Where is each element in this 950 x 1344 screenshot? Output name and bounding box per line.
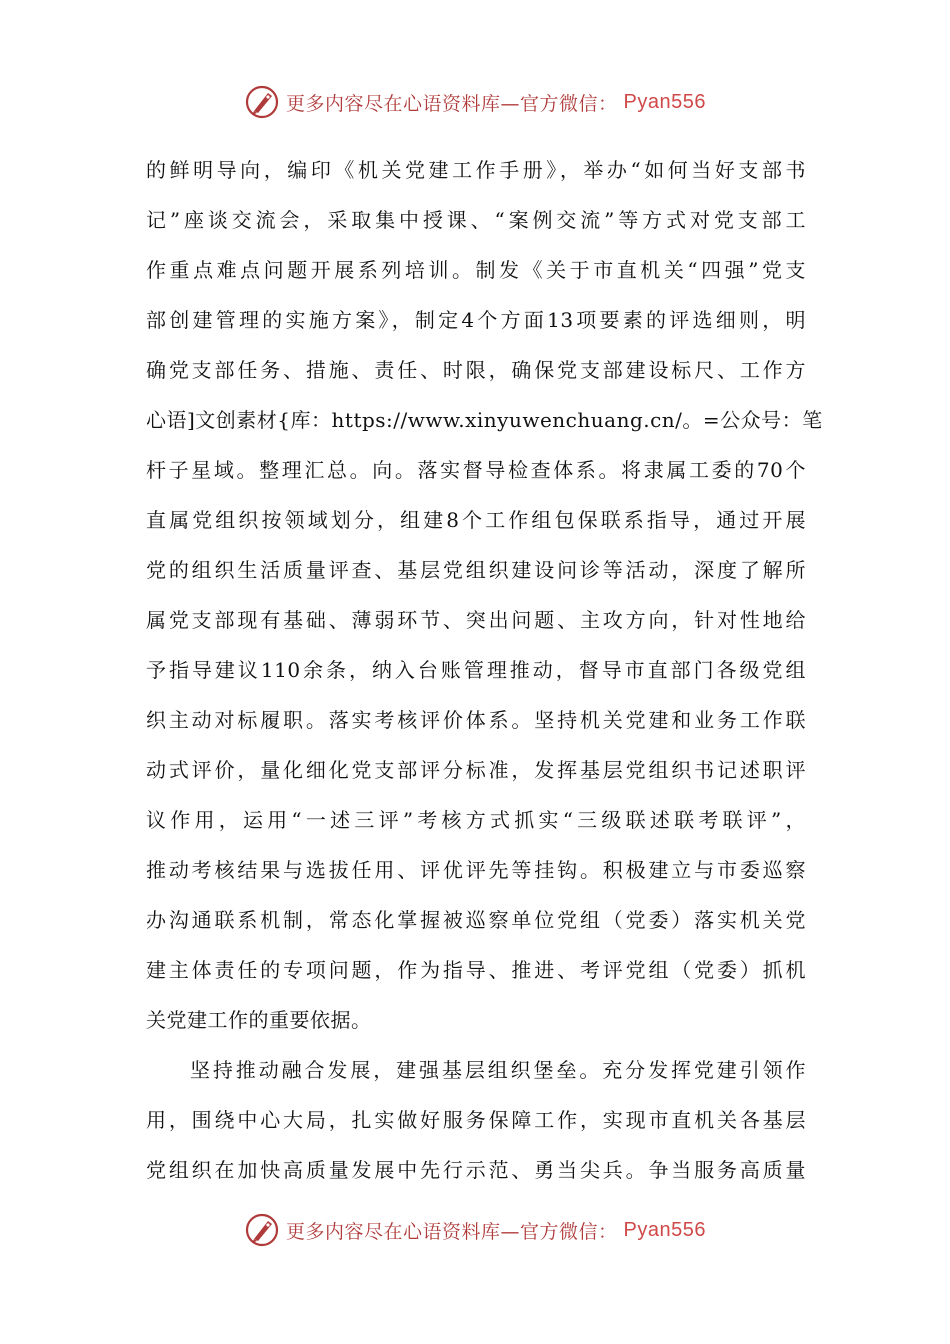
- body-line: 党的组织生活质量评查、基层党组织建设问诊等活动，深度了解所: [146, 558, 806, 582]
- body-line: 坚持推动融合发展，建强基层组织堡垒。充分发挥党建引领作: [190, 1058, 806, 1082]
- pen-nib-logo-icon: [244, 1212, 280, 1248]
- body-line: 党组织在加快高质量发展中先行示范、勇当尖兵。争当服务高质量: [146, 1158, 806, 1182]
- body-line: 予指导建议110余条，纳入台账管理推动，督导市直部门各级党组: [146, 658, 806, 682]
- body-line: 用，围绕中心大局，扎实做好服务保障工作，实现市直机关各基层: [146, 1108, 806, 1132]
- body-line: 建主体责任的专项问题，作为指导、推进、考评党组（党委）抓机: [146, 958, 806, 982]
- pen-nib-logo-icon: [244, 84, 280, 120]
- header-banner-text: 更多内容尽在心语资料库—官方微信：: [286, 92, 618, 115]
- document-body: [146, 145, 823, 1195]
- header-banner: [0, 82, 950, 122]
- body-line: 织主动对标履职。落实考核评价体系。坚持机关党建和业务工作联: [146, 708, 806, 732]
- header-wechat-handle: Pyan556: [623, 90, 706, 113]
- body-line: 办沟通联系机制，常态化掌握被巡察单位党组（党委）落实机关党: [146, 908, 806, 932]
- body-line: 属党支部现有基础、薄弱环节、突出问题、主攻方向，针对性地给: [146, 608, 806, 632]
- body-line: 作重点难点问题开展系列培训。制发《关于市直机关“四强”党支: [146, 258, 806, 282]
- body-line: 杆子星域。整理汇总。向。落实督导检查体系。将隶属工委的70个: [146, 458, 806, 482]
- body-line: 直属党组织按领域划分，组建8个工作组包保联系指导，通过开展: [146, 508, 806, 532]
- body-line: 关党建工作的重要依据。: [146, 1008, 372, 1032]
- body-line: 部创建管理的实施方案》，制定4个方面13项要素的评选细则，明: [146, 308, 806, 332]
- body-line: 心语]文创素材{库：https://www.xinyuwenchuang.cn/。=公众号：笔: [146, 408, 823, 432]
- body-line: 的鲜明导向，编印《机关党建工作手册》，举办“如何当好支部书: [146, 158, 806, 182]
- body-line: 记”座谈交流会，采取集中授课、“案例交流”等方式对党支部工: [146, 208, 806, 232]
- body-line: 议作用，运用“一述三评”考核方式抓实“三级联述联考联评”，: [146, 808, 806, 832]
- body-line: 动式评价，量化细化党支部评分标准，发挥基层党组织书记述职评: [146, 758, 806, 782]
- footer-wechat-handle: Pyan556: [623, 1218, 706, 1241]
- body-line: 推动考核结果与选拔任用、评优评先等挂钩。积极建立与市委巡察: [146, 858, 806, 882]
- footer-banner-text: 更多内容尽在心语资料库—官方微信：: [286, 1220, 618, 1243]
- body-line: 确党支部任务、措施、责任、时限，确保党支部建设标尺、工作方: [146, 358, 806, 382]
- footer-banner: [0, 1210, 950, 1250]
